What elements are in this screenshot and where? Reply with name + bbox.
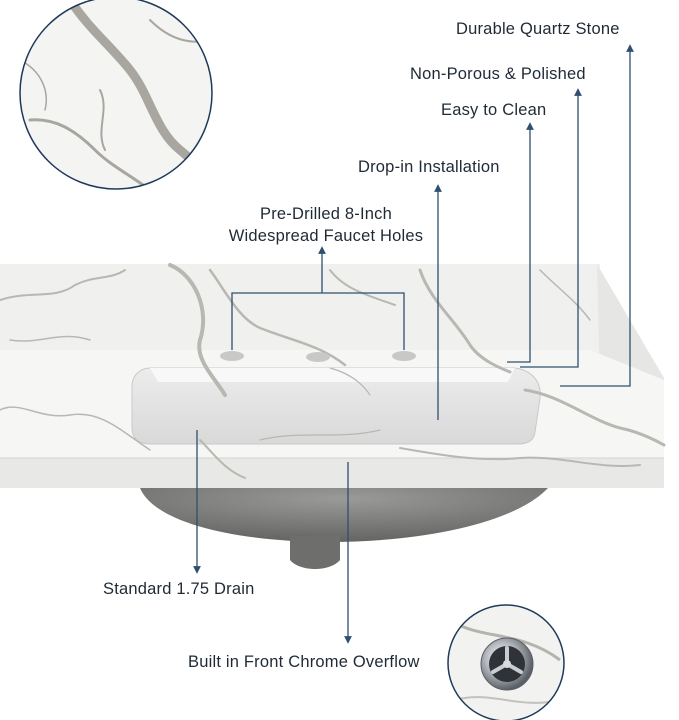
label-faucet-holes-line1: Pre-Drilled 8-Inch: [260, 205, 392, 223]
label-standard-drain: Standard 1.75 Drain: [103, 580, 255, 598]
label-non-porous-polished: Non-Porous & Polished: [410, 65, 586, 83]
marble-closeup-circle: [18, 0, 220, 195]
label-faucet-holes-line2: Widespread Faucet Holes: [228, 227, 424, 245]
label-drop-in-installation: Drop-in Installation: [358, 158, 500, 176]
label-front-chrome-overflow: Built in Front Chrome Overflow: [188, 653, 420, 671]
undermount-basin-body: [140, 488, 548, 569]
sink-bowl: [132, 368, 540, 444]
label-easy-to-clean: Easy to Clean: [441, 101, 547, 119]
label-durable-quartz-stone: Durable Quartz Stone: [456, 20, 620, 38]
chrome-overflow-circle: [440, 600, 580, 720]
